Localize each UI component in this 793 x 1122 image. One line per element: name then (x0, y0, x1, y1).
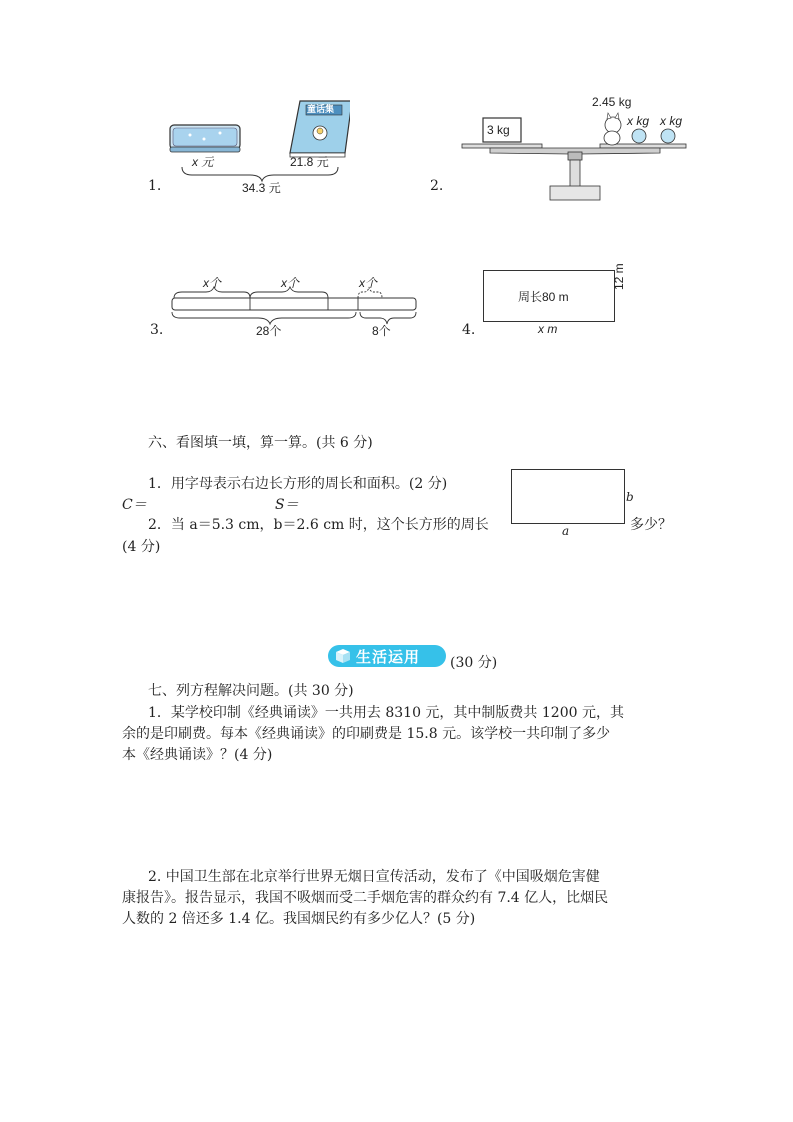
section-7-question-1-line-3: 本《经典诵读》？(4 分) (122, 747, 273, 763)
segment-2-label: x个 (281, 276, 300, 290)
figure-2 (460, 90, 690, 205)
rectangle-length-label: a (562, 524, 570, 538)
height-label: 12 m (612, 263, 626, 290)
total-price-label: 34.3 元 (242, 181, 281, 195)
figure-3 (168, 276, 420, 340)
segment-3-label: x个 (359, 276, 378, 290)
section-6-heading: 六、看图填一填，算一算。(共 6 分) (148, 435, 373, 451)
balance-scale-illustration (460, 90, 690, 205)
perimeter-label: 周长80 m (518, 290, 569, 304)
extra-count-label: 8个 (372, 324, 391, 338)
cat-weight-label: 2.45 kg (592, 95, 632, 109)
ball-1-weight-label: x kg (627, 114, 650, 128)
book-price-label: 21.8 元 (290, 155, 329, 169)
section-7-question-2-line-3: 人数的 2 倍还多 1.4 亿。我国烟民约有多少亿人？(5 分) (122, 911, 476, 927)
section-6-question-2-score: (4 分) (122, 539, 161, 555)
perimeter-formula-label: C＝ (122, 497, 147, 513)
banner-score: (30 分) (450, 655, 498, 671)
total-count-label: 28个 (256, 324, 282, 338)
book-title: 童话集 (307, 104, 335, 114)
cube-icon (334, 647, 352, 665)
section-6-question-2-tail: 多少？ (630, 517, 672, 533)
figure-2-number: 2. (430, 178, 444, 194)
section-7-question-2-line-2: 康报告》。报告显示，我国不吸烟而受二手烟危害的群众约有 7.4 亿人，比烟民 (122, 890, 609, 906)
rectangle-width-label: b (626, 490, 634, 504)
segment-1-label: x个 (203, 276, 222, 290)
section-7-question-1-line-1: 1．某学校印制《经典诵读》一共用去 8310 元，其中制版费共 1200 元，其 (148, 705, 624, 721)
rectangle-figure-section-6 (511, 469, 625, 524)
section-6-question-2: 2．当 a＝5.3 cm，b＝2.6 cm 时，这个长方形的周长 (148, 517, 489, 533)
pencil-case-price-label: x 元 (192, 155, 214, 169)
section-7-question-1-line-2: 余的是印刷费。每本《经典诵读》的印刷费是 15.8 元。该学校一共印制了多少 (122, 726, 611, 742)
figure-4-number: 4. (462, 322, 476, 338)
section-7-heading: 七、列方程解决问题。(共 30 分) (148, 683, 354, 699)
figure-1-number: 1. (148, 178, 162, 194)
weight-box-label: 3 kg (487, 123, 510, 137)
width-label: x m (538, 322, 558, 336)
figure-1 (140, 95, 350, 205)
ball-2-weight-label: x kg (660, 114, 683, 128)
area-formula-label: S＝ (275, 497, 299, 513)
banner-title: 生活运用 (356, 649, 421, 666)
section-7-question-2-line-1: 2. 中国卫生部在北京举行世界无烟日宣传活动，发布了《中国吸烟危害健 (148, 869, 600, 885)
section-6-question-1: 1．用字母表示右边长方形的周长和面积。(2 分) (148, 476, 448, 492)
figure-3-number: 3. (150, 322, 164, 338)
